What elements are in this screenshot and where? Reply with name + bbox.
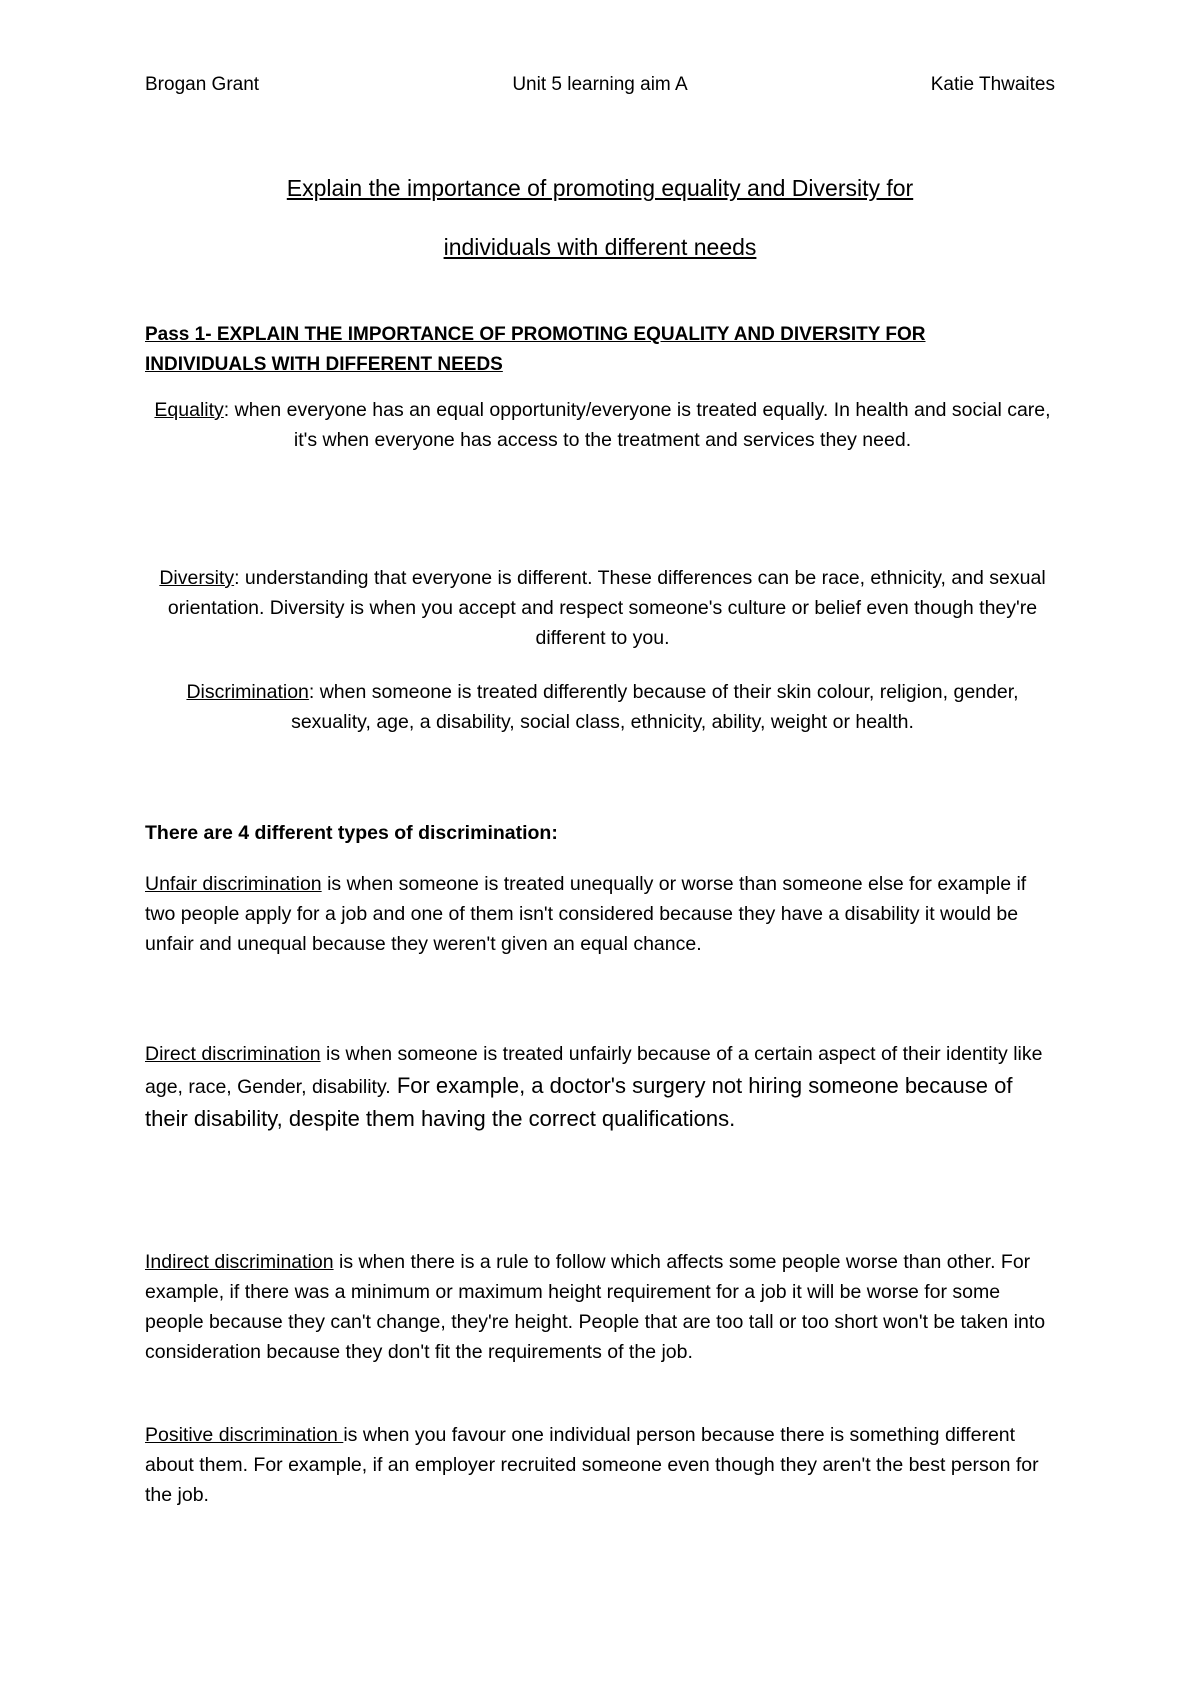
discrimination-definition: [145, 677, 1060, 737]
unfair-discrimination: [145, 869, 1060, 959]
equality-definition: [145, 395, 1060, 455]
direct-example: For example, a doctor's surgery not hiring someone because of their disability, despite them having the correct qualifications.: [145, 1073, 1013, 1131]
positive-discrimination: [145, 1420, 1060, 1510]
equality-term: Equality: [154, 399, 224, 421]
diversity-definition: [145, 563, 1060, 653]
document-title-line-1: Explain the importance of promoting equality and Diversity for: [286, 175, 914, 201]
unfair-term: Unfair discrimination: [145, 873, 322, 895]
equality-text: : when everyone has an equal opportunity/everyone is treated equally. In health and social care, it's when everyone has access to the treatment and services they need.: [223, 399, 1051, 451]
positive-term: Positive discrimination: [145, 1424, 344, 1446]
types-heading: There are 4 different types of discrimination:: [145, 822, 558, 844]
indirect-text: is when there is a rule to follow which affects some people worse than other. For example, if there was a minimum or maximum height requirement for a job it will be worse for some people because they can't change, they're height. People that are too tall or too short won't be taken into consideration because they don't fit the requirements of the job.: [145, 1251, 1046, 1363]
discrimination-term: Discrimination: [186, 681, 309, 703]
indirect-discrimination: [145, 1247, 1060, 1367]
direct-term: Direct discrimination: [145, 1043, 321, 1065]
pass-heading: Pass 1- EXPLAIN THE IMPORTANCE OF PROMOTING EQUALITY AND DIVERSITY FOR INDIVIDUALS WITH DIFFERENT NEEDS: [145, 324, 926, 375]
header-author: Brogan Grant: [145, 74, 260, 95]
header-teacher: Katie Thwaites: [930, 74, 1055, 95]
indirect-term: Indirect discrimination: [145, 1251, 334, 1273]
diversity-text: : understanding that everyone is different. These differences can be race, ethnicity, and sexual orientation. Diversity is when you accept and respect someone's culture or belief even though they're different to you.: [167, 567, 1046, 649]
direct-discrimination: [145, 1039, 1060, 1135]
positive-text: is when you favour one individual person because there is something different about them. For example, if an employer recruited someone even though they aren't the best person for the job.: [145, 1424, 1039, 1506]
diversity-term: Diversity: [159, 567, 235, 589]
discrimination-text: : when someone is treated differently because of their skin colour, religion, gender, sexuality, age, a disability, social class, ethnicity, ability, weight or health.: [291, 681, 1019, 733]
direct-text: is when someone is treated unfairly because of a certain aspect of their identity like age, race, Gender, disability.: [145, 1043, 1043, 1098]
unfair-text: is when someone is treated unequally or worse than someone else for example if two people apply for a job and one of them isn't considered because they have a disability it would be unfair and unequal because they weren't given an equal chance.: [145, 873, 1027, 955]
document-title-line-2: individuals with different needs: [443, 234, 757, 260]
header-unit: Unit 5 learning aim A: [512, 74, 688, 95]
page-header: [145, 74, 1055, 102]
